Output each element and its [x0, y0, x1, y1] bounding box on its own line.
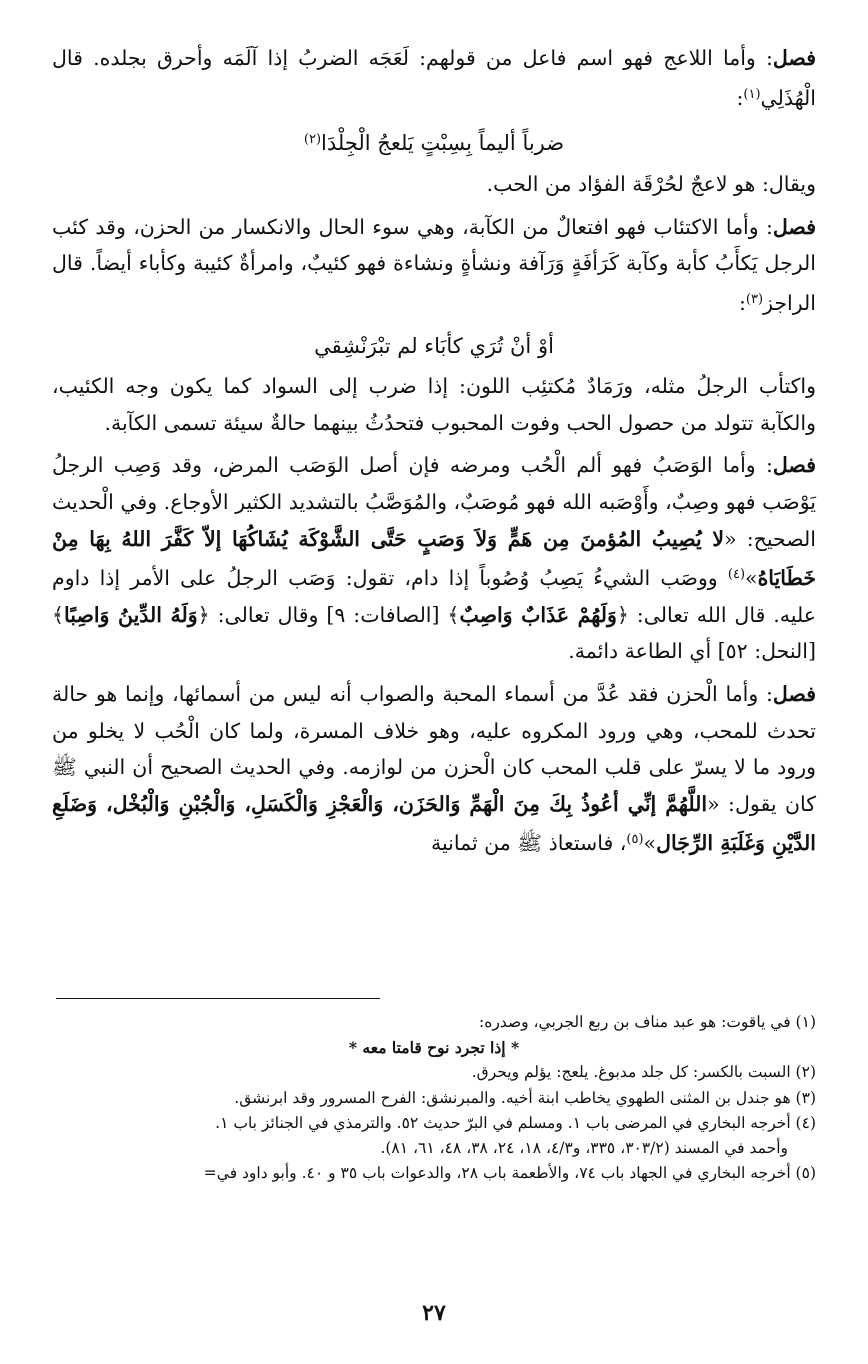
- footnote-divider: [56, 998, 380, 999]
- paragraph-text: ﴾ [الصافات: ٩] وقال تعالى: ﴿: [197, 602, 460, 627]
- page-number: ٢٧: [422, 1300, 446, 1326]
- section-heading: فصل: [772, 453, 816, 478]
- paragraph-text: ويقال: هو لاعجٌ لحُرْقَة الفؤاد من الحب.: [486, 172, 816, 197]
- paragraph-wasab: [52, 447, 816, 670]
- footnote-5: (٥) أخرجه البخاري في الجهاد باب ٧٤، والأطعمة باب ٢٨، والدعوات باب ٣٥ و ٤٠. وأبو داود في=: [203, 1164, 816, 1183]
- paragraph-text: واكتأب الرجلُ مثله، ورَمَادٌ مُكتئِب اللون: إذا ضرب إلى السواد كما يكون وجه الكئيب، والكآبة تتولد من حصول الحب وفوت المحبوب فتحدُثُ بينهما حالةٌ سيئة تسمى الكآبة.: [52, 374, 816, 435]
- paragraph-text: ﴾ [النحل: ٥٢] أي الطاعة دائمة.: [52, 602, 816, 664]
- paragraph-text: ، فاستعاذ ﷺ من ثمانية: [430, 831, 627, 856]
- main-text: [52, 40, 816, 862]
- paragraph-text: »: [745, 566, 758, 591]
- paragraph-text: :: [736, 85, 744, 110]
- paragraph-text: »: [643, 831, 657, 856]
- section-heading: فصل: [772, 214, 816, 239]
- hadith-text: اللَّهُمَّ إنِّي أعُوذُ بِكَ مِنَ الْهَمِّ وَالحَزَن، وَالْعَجْزِ وَالْكَسَلِ، وَالْجُبْنِ وَالْبُخْل، وَضَلَعِ الدَّيْنِ وَغَلَبَةِ الرِّجَال: [52, 791, 816, 856]
- hadith-text: لا يُصِيبُ المُؤمنَ مِن هَمٍّ وَلاَ وَصَبٍ حَتَّى الشَّوْكَة يُشَاكُهَا إلاّ كَفَّرَ اللهُ بِهَا مِنْ خَطَايَاهُ: [52, 526, 816, 591]
- paragraph-laij: [52, 40, 816, 116]
- paragraph-text: : وأما الْحزن فقد عُدَّ من أسماء المحبة والصواب أنه ليس من أسمائها، وإنما هو حالة تحدث للمحب، وهي ورود المكروه عليه، وهو خلاف المسرة، ولما كان الْحُب لا يخلو من ورود ما لا يسرّ على قلب المحب كان الْحزن من لوازمه. وفي الحديث الصحيح أن النبي ﷺ كان يقول: «: [52, 682, 817, 816]
- footnote-ref: (٤): [727, 567, 746, 583]
- footnote-ref: (٥): [626, 832, 644, 848]
- footnote-4: (٤) أخرجه البخاري في المرضى باب ١. ومسلم في البرّ حديث ٥٢. والترمذي في الجنائز باب ١.: [215, 1113, 816, 1132]
- footnote-ref: (٣): [745, 291, 764, 307]
- footnotes: [52, 1010, 816, 1186]
- verse-text: أوْ أنْ تُرَي كأبَاء لم تبْرَنْشِقي: [314, 333, 554, 358]
- quran-verse: وَلَهُمْ عَذَابٌ وَاصِبٌ: [459, 602, 617, 627]
- footnote-ref: (١): [743, 86, 761, 102]
- footnote-2: (٢) السبت بالكسر: كل جلد مدبوغ. يلعج: يؤلم ويحرق.: [471, 1063, 816, 1082]
- poetry-verse: [52, 122, 816, 162]
- paragraph-text: : وأما اللاعج فهو اسم فاعل من قولهم: لَعَجَه الضربُ إذا آلَمَه وأحرق بجلده. قال الْهُذَلِي: [52, 46, 816, 110]
- footnote-4-cont: وأحمد في المسند (٣٠٣/٢، ٣٣٥، و٤/٣، ١٨، ٢٤، ٣٨، ٤٨، ٦١، ٨١).: [380, 1139, 788, 1158]
- paragraph-iktiab-cont: [52, 368, 816, 441]
- footnote-1-verse: * إذا تجرد نوح قامتا معه *: [348, 1038, 520, 1058]
- quran-verse: وَلَهُ الدِّينُ وَاصِبًا: [64, 602, 198, 627]
- verse-text: ضرباً أليماً بِسِبْتٍ يَلعجُ الْجِلْدَا: [321, 131, 565, 156]
- section-heading: فصل: [772, 682, 816, 707]
- paragraph-iktiab: [52, 209, 816, 322]
- paragraph-huzn: [52, 676, 816, 862]
- paragraph-text: :: [739, 290, 746, 315]
- footnote-1: (١) في ياقوت: هو عبد مناف بن ربع الجربي، وصدره:: [479, 1013, 816, 1031]
- paragraph-lahij-def: [52, 166, 816, 203]
- footnote-3: (٣) هو جندل بن المثنى الطهوي يخاطب ابنة أخيه. والمبرنشق: الفرح المسرور وقد ابرنشق.: [234, 1088, 816, 1107]
- footnote-ref: (٢): [303, 132, 322, 148]
- section-heading: فصل: [772, 46, 816, 70]
- paragraph-text: : وأما الوَصَبُ فهو ألم الْحُب ومرضه فإن أصل الوَصَب المرض، وقد وَصِب الرجلُ يَوْصَب فهو وصِبٌ، وأَوْصَبه الله فهو مُوصَبٌ، والمُوَصَّبُ بالتشديد الكثير الأوجاع. وفي الْحديث الصحيح: «: [52, 453, 816, 551]
- paragraph-text: : وأما الاكتئاب فهو افتعالٌ من الكآبة، وهي سوء الحال والانكسار من الحزن، وقد كئب الرجل يَكأَبُ كأبة وكآبة كَرَأفَةٍ وَرَآفة ونشأةٍ ونشاءة فهو كئيبٌ، وامرأةٌ كئيبة وكأباء أيضاً. قال الراجز: [52, 214, 816, 315]
- paragraph-text: ووصَب الشيءُ يَصِبُ وُصُوباً إذا دام، تقول: وَصَب الرجلُ على الأمر إذا داوم عليه. قال الله تعالى: ﴿: [52, 566, 816, 627]
- poetry-verse: [52, 328, 816, 365]
